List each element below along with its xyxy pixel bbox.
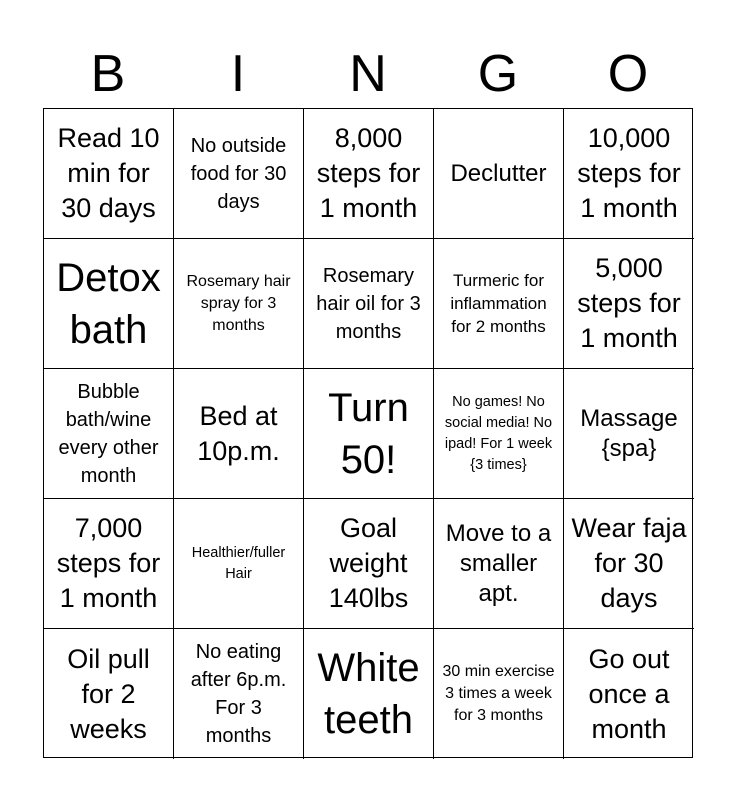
bingo-cell[interactable]: [304, 499, 434, 629]
bingo-cell[interactable]: [174, 629, 304, 759]
cell-text: Move to a smaller apt.: [445, 519, 552, 607]
bingo-cell[interactable]: [304, 109, 434, 239]
cell-text: No outside food for 30 days: [190, 134, 287, 213]
cell-text: Goal weight 140lbs: [328, 513, 409, 613]
cell-text: Turn 50!: [328, 385, 409, 482]
bingo-cell[interactable]: [434, 629, 564, 759]
header-letter-g: G: [477, 45, 519, 103]
bingo-cell[interactable]: [434, 369, 564, 499]
bingo-cell[interactable]: [434, 499, 564, 629]
bingo-cell[interactable]: [174, 239, 304, 369]
bingo-cell[interactable]: [174, 109, 304, 239]
header-letter-b: B: [90, 45, 126, 103]
bingo-cell[interactable]: [174, 499, 304, 629]
bingo-cell[interactable]: [434, 239, 564, 369]
bingo-cell[interactable]: [564, 499, 694, 629]
cell-text: Rosemary hair oil for 3 months: [316, 264, 421, 343]
bingo-cell[interactable]: [564, 369, 694, 499]
cell-text: No eating after 6p.m. For 3 months: [190, 641, 287, 747]
cell-text: 7,000 steps for 1 month: [56, 513, 161, 613]
header-letter-o: O: [607, 45, 649, 103]
cell-text: 8,000 steps for 1 month: [316, 123, 421, 223]
bingo-cell[interactable]: [564, 629, 694, 759]
cell-text: Healthier/fuller Hair: [191, 544, 286, 582]
bingo-cell[interactable]: [44, 629, 174, 759]
cell-text: Bed at 10p.m.: [197, 400, 280, 466]
cell-text: 30 min exercise 3 times a week for 3 months: [442, 663, 555, 724]
bingo-cell[interactable]: [44, 109, 174, 239]
bingo-cell[interactable]: [564, 109, 694, 239]
bingo-cell[interactable]: [44, 369, 174, 499]
bingo-cell[interactable]: [564, 239, 694, 369]
bingo-cell[interactable]: [304, 369, 434, 499]
cell-text: Declutter: [450, 159, 547, 187]
bingo-header: [43, 40, 693, 108]
cell-text: White teeth: [317, 646, 420, 742]
bingo-cell[interactable]: [44, 239, 174, 369]
bingo-board: [43, 108, 693, 758]
cell-text: Bubble bath/wine every other month: [58, 380, 159, 487]
cell-text: Turmeric for inflammation for 2 months: [450, 271, 547, 336]
bingo-cell[interactable]: [434, 109, 564, 239]
header-letter-n: N: [349, 45, 387, 103]
bingo-cell[interactable]: [304, 629, 434, 759]
cell-text: Wear faja for 30 days: [571, 513, 687, 613]
cell-text: 10,000 steps for 1 month: [577, 123, 681, 223]
cell-text: No games! No social media! No ipad! For 1 week {3 times}: [444, 393, 553, 473]
cell-text: Detox bath: [56, 255, 161, 352]
cell-text: Oil pull for 2 weeks: [67, 643, 150, 744]
cell-text: Read 10 min for 30 days: [57, 123, 160, 223]
cell-text: Rosemary hair spray for 3 months: [186, 272, 291, 334]
bingo-cell[interactable]: [304, 239, 434, 369]
cell-text: Massage {spa}: [580, 404, 678, 462]
bingo-cell[interactable]: [44, 499, 174, 629]
cell-text: 5,000 steps for 1 month: [577, 253, 681, 353]
bingo-cell[interactable]: [174, 369, 304, 499]
cell-text: Go out once a month: [588, 643, 670, 744]
header-letter-i: I: [230, 45, 246, 103]
